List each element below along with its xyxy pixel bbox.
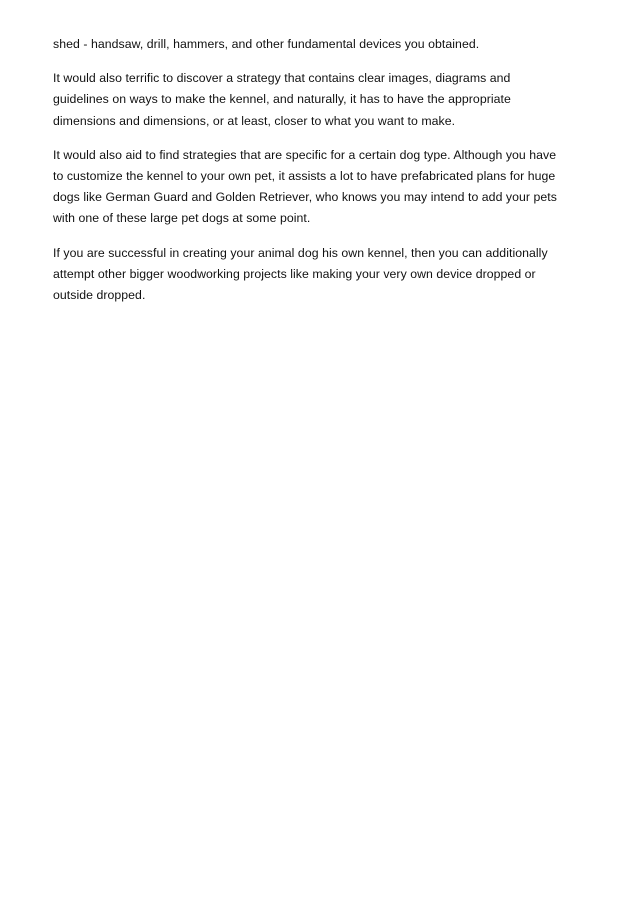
paragraph-1 [53, 34, 585, 55]
text-line: guidelines on ways to make the kennel, and naturally, it has to have the appropriate [53, 92, 511, 107]
text-line: It would also terrific to discover a strategy that contains clear images, diagrams and [53, 71, 511, 86]
paragraph-3 [53, 145, 585, 230]
text-line: attempt other bigger woodworking projects like making your very own device dropped or [53, 266, 536, 281]
document-body [53, 34, 585, 319]
text-line: If you are successful in creating your animal dog his own kennel, then you can additionally [53, 245, 548, 260]
paragraph-2 [53, 68, 585, 132]
text-line: to customize the kennel to your own pet, it assists a lot to have prefabricated plans for huge [53, 169, 556, 184]
text-line: dimensions and dimensions, or at least, closer to what you want to make. [53, 113, 456, 128]
text-line: with one of these large pet dogs at some point. [53, 211, 311, 226]
paragraph-4 [53, 243, 585, 307]
text-line: dogs like German Guard and Golden Retriever, who knows you may intend to add your pets [53, 190, 557, 205]
text-line: It would also aid to find strategies that are specific for a certain dog type. Although you have [53, 147, 557, 162]
text-line: outside dropped. [53, 288, 146, 303]
text-line: shed - handsaw, drill, hammers, and other fundamental devices you obtained. [53, 37, 480, 51]
